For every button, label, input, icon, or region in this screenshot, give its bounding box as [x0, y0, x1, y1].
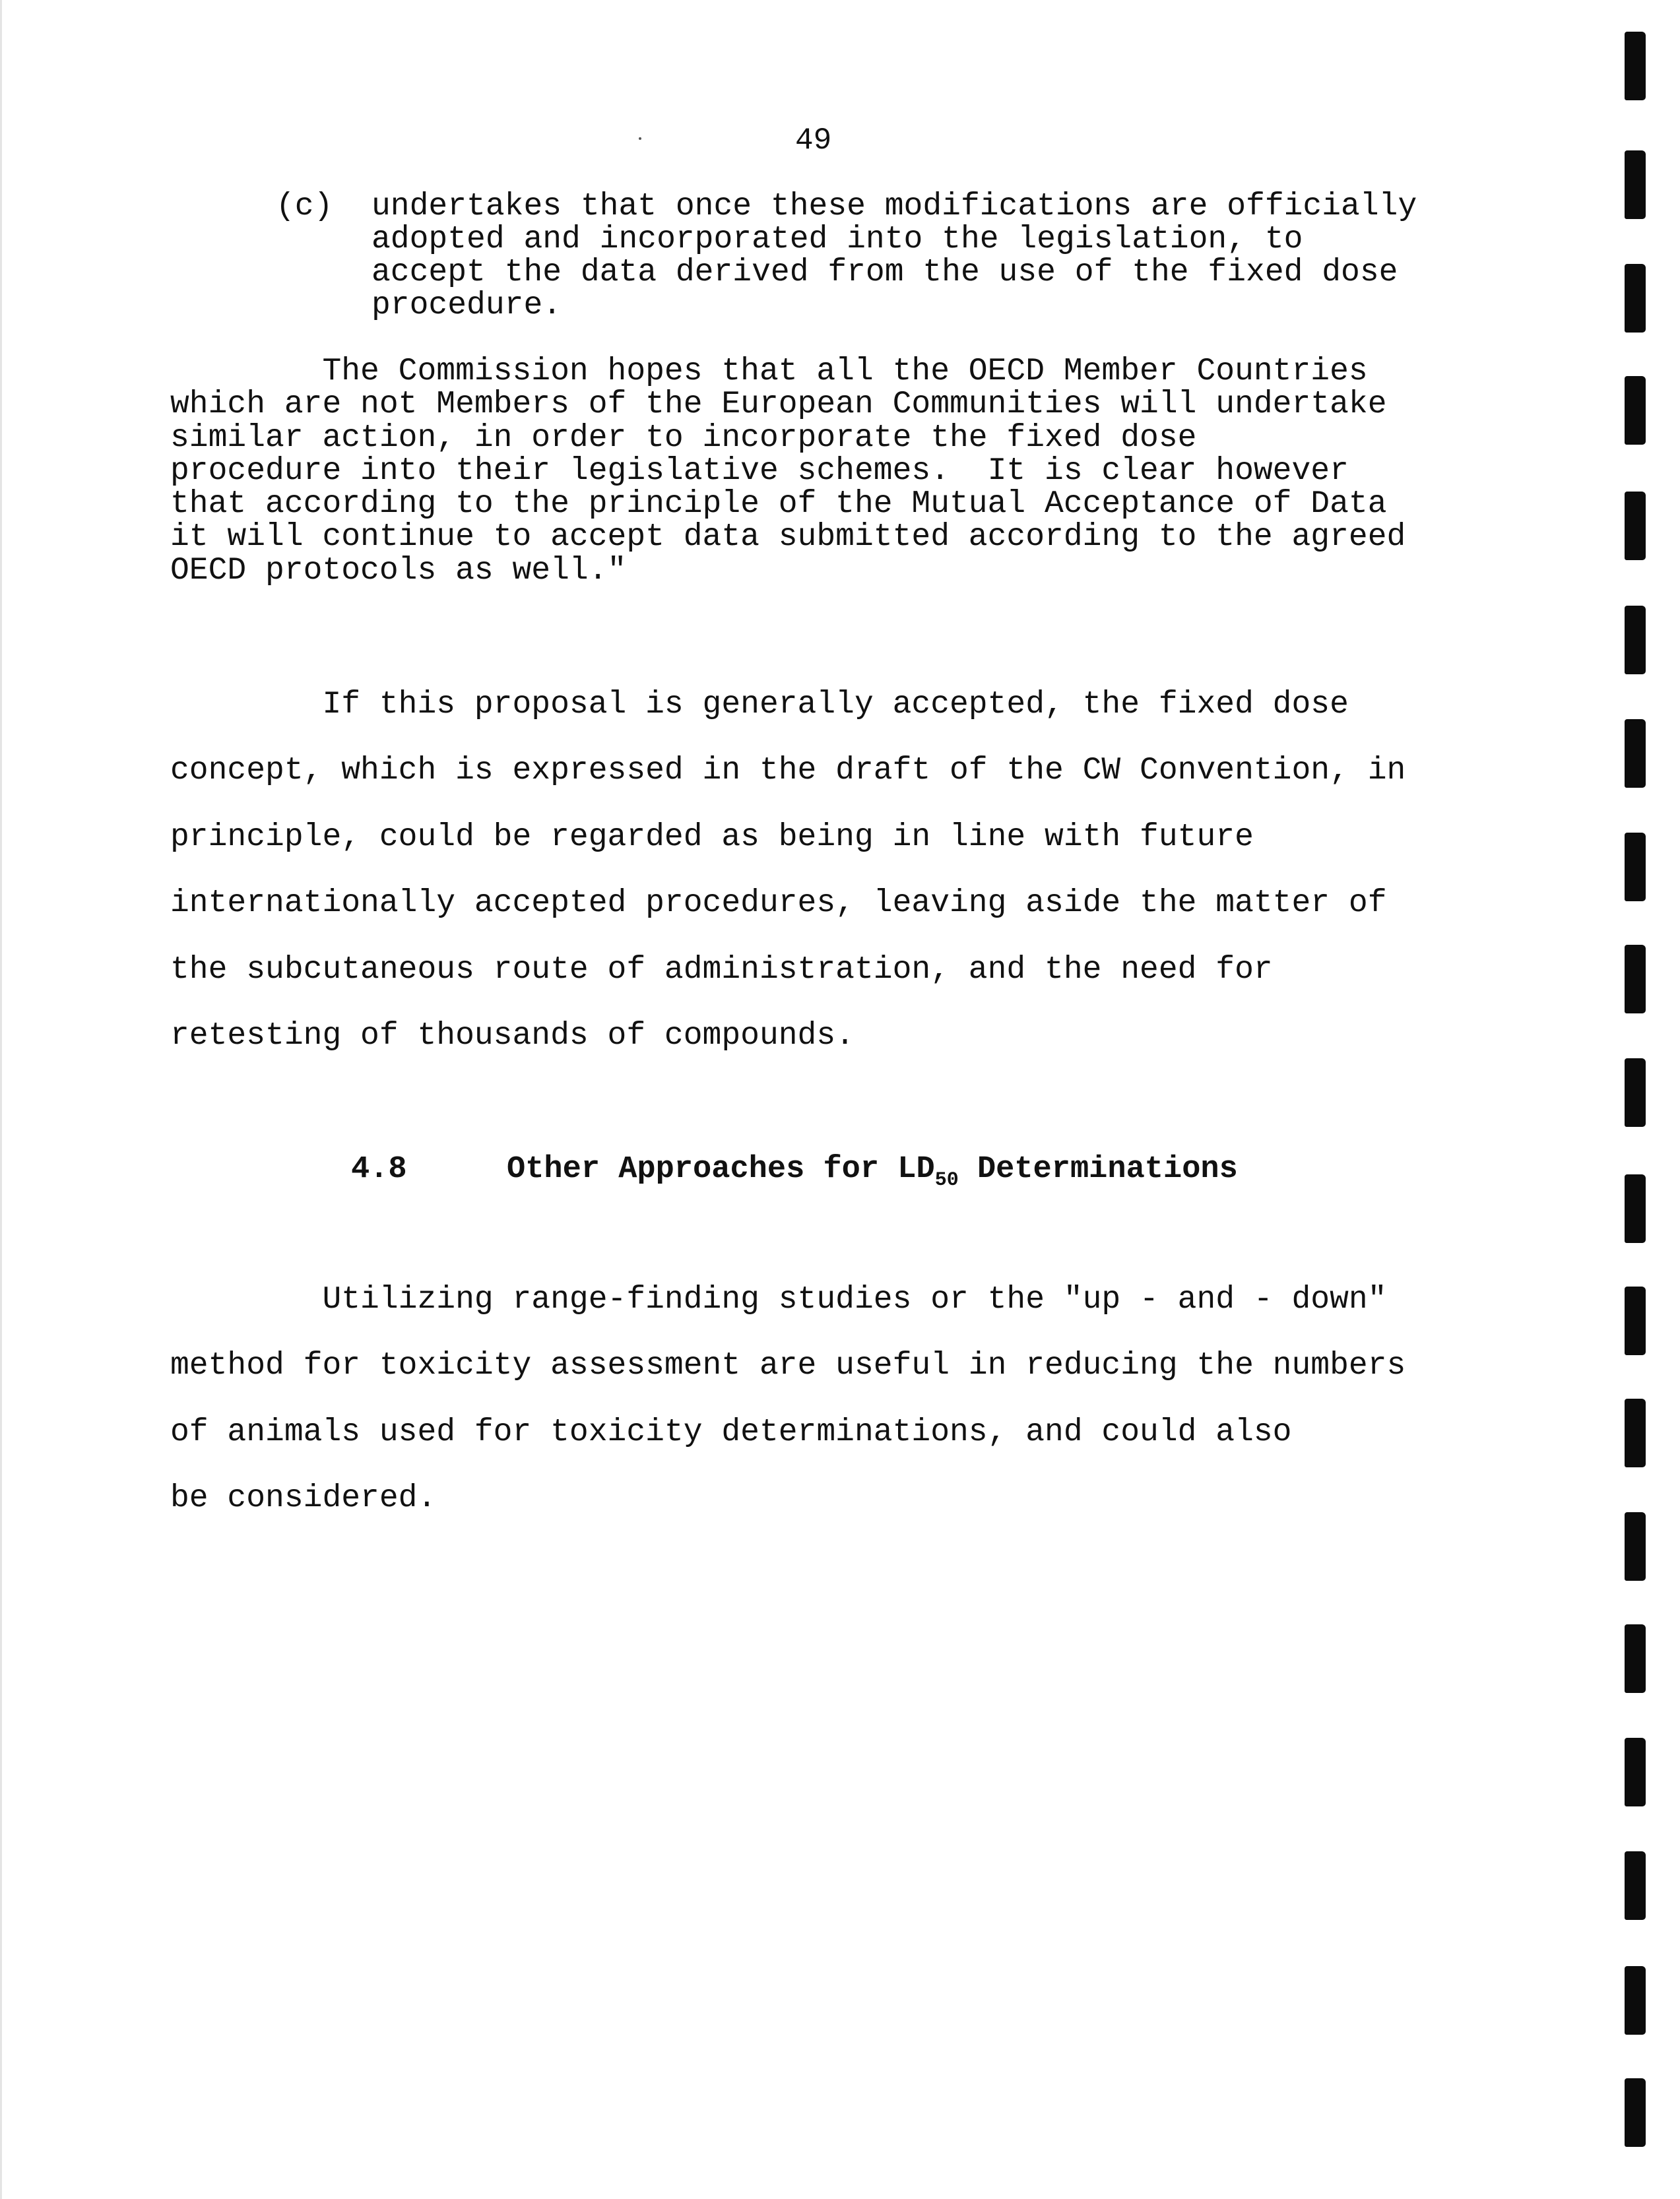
- paragraph-line: of animals used for toxicity determinations, and could also: [170, 1414, 1292, 1450]
- binding-mark: [1625, 1624, 1646, 1693]
- binding-mark: [1625, 1287, 1646, 1355]
- binding-mark: [1625, 150, 1646, 219]
- binding-mark: [1625, 833, 1646, 901]
- binding-mark: [1625, 376, 1646, 445]
- paragraph-line: it will continue to accept data submitted according to the agreed: [170, 519, 1406, 556]
- binding-mark: [1625, 264, 1646, 333]
- binding-mark: [1625, 1174, 1646, 1243]
- section-title-text: Other Approaches for LD: [507, 1152, 935, 1187]
- section-title-subscript: 50: [934, 1169, 959, 1192]
- paragraph-line: procedure into their legislative schemes. It is clear however: [170, 453, 1349, 489]
- list-item-line: adopted and incorporated into the legislation, to: [372, 222, 1303, 257]
- list-item-line: undertakes that once these modifications are officially: [372, 189, 1417, 224]
- section-title-text-end: Determinations: [958, 1152, 1238, 1187]
- binding-mark: [1625, 1512, 1646, 1581]
- binding-mark: [1625, 1058, 1646, 1127]
- body-paragraph: [170, 672, 1490, 1069]
- binding-mark: [1625, 492, 1646, 560]
- list-item-line: procedure.: [372, 288, 562, 323]
- paragraph-line: which are not Members of the European Communities will undertake: [170, 387, 1387, 423]
- binding-mark: [1625, 2078, 1646, 2147]
- list-item-line: accept the data derived from the use of the fixed dose: [372, 255, 1398, 290]
- paragraph-line: internationally accepted procedures, leaving aside the matter of: [170, 885, 1387, 922]
- paragraph-line: that according to the principle of the Mutual Acceptance of Data: [170, 486, 1387, 523]
- binding-mark: [1625, 32, 1646, 100]
- binding-edge: [1617, 0, 1669, 2199]
- binding-mark: [1625, 606, 1646, 674]
- binding-mark: [1625, 719, 1646, 788]
- list-item-label: (c): [276, 189, 333, 224]
- section-heading: [507, 1151, 1238, 1199]
- paragraph-line: be considered.: [170, 1481, 437, 1517]
- paragraph-line: Utilizing range-finding studies or the "up - and - down": [170, 1282, 1387, 1318]
- paragraph-line: method for toxicity assessment are useful in reducing the numbers: [170, 1348, 1406, 1384]
- paragraph-line: the subcutaneous route of administration, and the need for: [170, 951, 1273, 988]
- list-item-text: [372, 190, 1493, 322]
- paragraph-line: OECD protocols as well.": [170, 552, 627, 589]
- section-number: 4.8: [351, 1152, 407, 1187]
- binding-mark: [1625, 945, 1646, 1013]
- paragraph-line: concept, which is expressed in the draft of the CW Convention, in: [170, 753, 1406, 789]
- scan-left-edge: [0, 0, 2, 2199]
- binding-mark: [1625, 1738, 1646, 1806]
- paragraph-line: The Commission hopes that all the OECD Member Countries: [170, 354, 1368, 389]
- paragraph-line: retesting of thousands of compounds.: [170, 1018, 855, 1054]
- binding-mark: [1625, 1399, 1646, 1467]
- body-paragraph: [170, 1267, 1490, 1532]
- paragraph-line: If this proposal is generally accepted, the fixed dose: [170, 687, 1349, 722]
- binding-mark: [1625, 1966, 1646, 2035]
- quoted-paragraph: [170, 355, 1490, 587]
- binding-mark: [1625, 1851, 1646, 1920]
- paragraph-line: principle, could be regarded as being in line with future: [170, 819, 1254, 855]
- paragraph-line: similar action, in order to incorporate the fixed dose: [170, 420, 1197, 456]
- scan-speck: [639, 137, 641, 140]
- page-number: 49: [795, 123, 832, 158]
